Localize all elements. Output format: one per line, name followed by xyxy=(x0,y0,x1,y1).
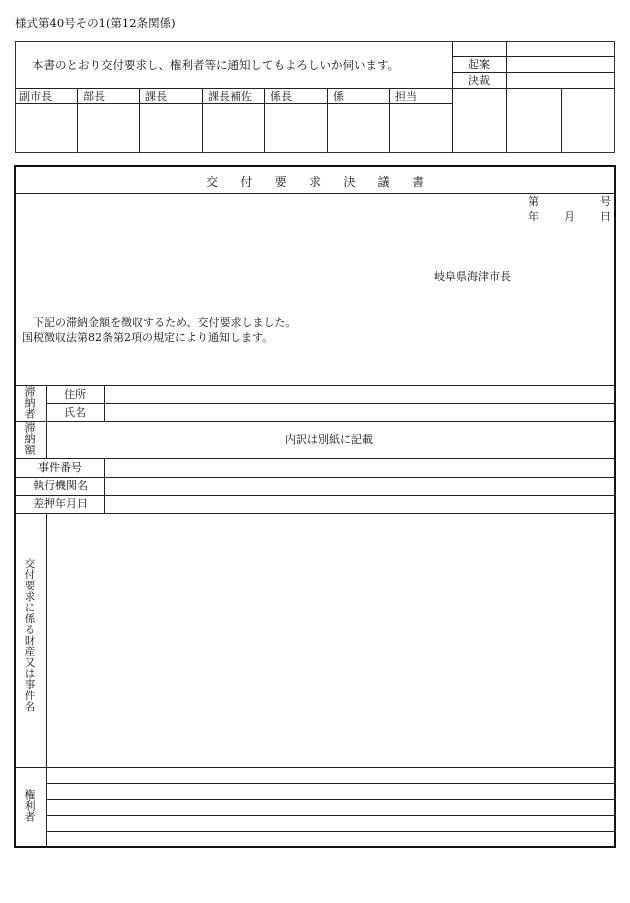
position-director: 部長 xyxy=(83,90,105,103)
amount-value: 内訳は別紙に記載 xyxy=(285,433,373,446)
form-number: 様式第40号その1(第12条関係) xyxy=(15,16,176,30)
position-in-charge: 担当 xyxy=(395,90,417,103)
doc-no-dai: 第 xyxy=(528,195,539,208)
title-char: 要 xyxy=(274,175,287,189)
approval-request-text: 本書のとおり交付要求し、権利者等に通知してもよろしいか伺います。 xyxy=(32,58,400,72)
position-section-chief: 課長 xyxy=(145,90,167,103)
seizure-date-label: 差押年月日 xyxy=(33,497,88,510)
issuer: 岐阜県海津市長 xyxy=(434,270,511,283)
doc-no-go: 号 xyxy=(600,195,611,208)
position-vice-mayor: 副市長 xyxy=(19,90,52,103)
case-number-label: 事件番号 xyxy=(38,461,82,474)
kian-label: 起案 xyxy=(468,58,490,71)
amount-label: 滞納額 xyxy=(23,422,36,455)
address-label: 住所 xyxy=(64,388,86,401)
position-unit-chief: 係長 xyxy=(270,90,292,103)
executing-agency-label: 執行機関名 xyxy=(33,479,88,492)
date-day: 日 xyxy=(600,210,611,223)
date-month: 月 xyxy=(564,210,575,223)
title-char: 書 xyxy=(411,175,424,189)
title-char: 議 xyxy=(377,175,390,189)
body-line-1: 下記の滞納金額を徴収するため、交付要求しました。 xyxy=(33,316,297,329)
title-char: 求 xyxy=(308,175,321,189)
rights-holder-label: 権利者 xyxy=(23,789,36,822)
property-label: 交付要求に係る財産又は事件名 xyxy=(23,558,36,712)
body-line-2: 国税徴収法第82条第2項の規定により通知します。 xyxy=(22,331,274,344)
document-title xyxy=(206,176,424,188)
delinquent-label: 滞納者 xyxy=(23,386,36,419)
date-year: 年 xyxy=(528,210,539,223)
name-label: 氏名 xyxy=(64,406,86,419)
title-char: 決 xyxy=(343,175,356,189)
position-deputy-chief: 課長補佐 xyxy=(208,90,252,103)
title-char: 交 xyxy=(206,175,219,189)
title-char: 付 xyxy=(240,175,253,189)
kessai-label: 決裁 xyxy=(468,74,490,87)
position-staff: 係 xyxy=(333,90,344,103)
